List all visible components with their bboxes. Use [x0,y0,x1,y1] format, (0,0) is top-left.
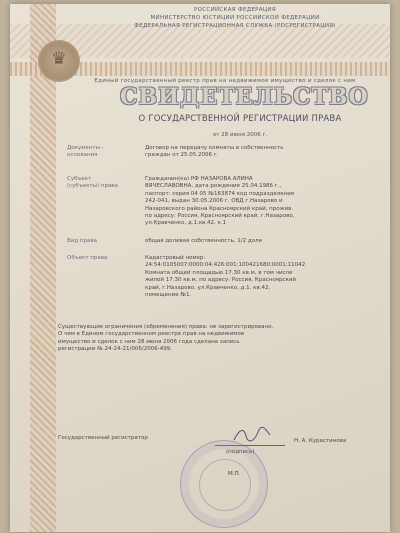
document-subtitle: О ГОСУДАРСТВЕННОЙ РЕГИСТРАЦИИ ПРАВА [138,114,342,124]
documents-label: Документы - основания [67,145,104,158]
subject-value: Гражданин(ка) РФ НАЗАРОВА АЛИНА ВЯЧЕСЛАВОВНА, дата рождения 25.04.1986 г., паспорт: серия 04 05 №163874 код подразделения 242-041, выдан 30.05.2006 г. ОВД г.Назарово и Назаровского района Красноярский край, прожив. по адресу: Россия, Красноярский край, г.Назарово, ул.Кравченко, д.1,кв.42, к.1 [145,176,295,227]
header-ministry: МИНИСТЕРСТВО ЮСТИЦИИ РОССИЙСКОЙ ФЕДЕРАЦИИ [150,15,320,21]
signature-caption: (подпись) [226,449,255,455]
right-type-label: Вид права [67,238,97,244]
seal-inner-ring [199,459,251,511]
registrar-name: Н. А. Курастинова [294,438,347,444]
object-label: Объект права [67,255,108,261]
certificate-page [10,4,390,532]
object-value: Кадастровый номер: 24:54:0105007:0000:04:426:001:100421680:0001:11042 Комната общей площадью 17.30 кв.м, в том числе жилой 17.30 кв.м, по адресу: Россия, Красноярский край, г.Назарово, ул.Кравченко, д.1, кв.42, помещение №1. [145,255,306,299]
document-title: СВИДЕТЕЛЬСТВО [120,84,369,110]
right-type-value: общая долевая собственность, 1/2 доля [145,238,262,244]
registrar-label: Государственный регистратор [58,435,148,441]
seal-caption: М.П. [228,471,241,477]
official-seal [180,440,268,528]
registry-line: Единый государственный реестр прав на недвижимое имущество и сделок с ним [94,78,356,84]
issue-date: от 28 июня 2006 г. [212,132,268,138]
documents-value: Договор на передачу комнаты в собственность граждан от 25.05.2006 г. [145,145,284,159]
header-country: РОССИЙСКАЯ ФЕДЕРАЦИЯ [194,7,276,13]
subject-label: Субъект (субъекты) права [67,176,118,189]
coat-of-arms-icon: ♛ [38,40,80,82]
decorative-border [30,4,56,532]
header-service: ФЕДЕРАЛЬНАЯ РЕГИСТРАЦИОННАЯ СЛУЖБА (РОСРЕГИСТРАЦИЯ) [134,23,336,29]
registration-notes: Существующие ограничения (обременения) права: не зарегистрировано. О чем в Едином государственном реестре прав на недвижимое имущество и сделок с ним 28 июня 2006 года сделана запись регистрации № 24-24-21/006/2006-499. [58,324,274,353]
